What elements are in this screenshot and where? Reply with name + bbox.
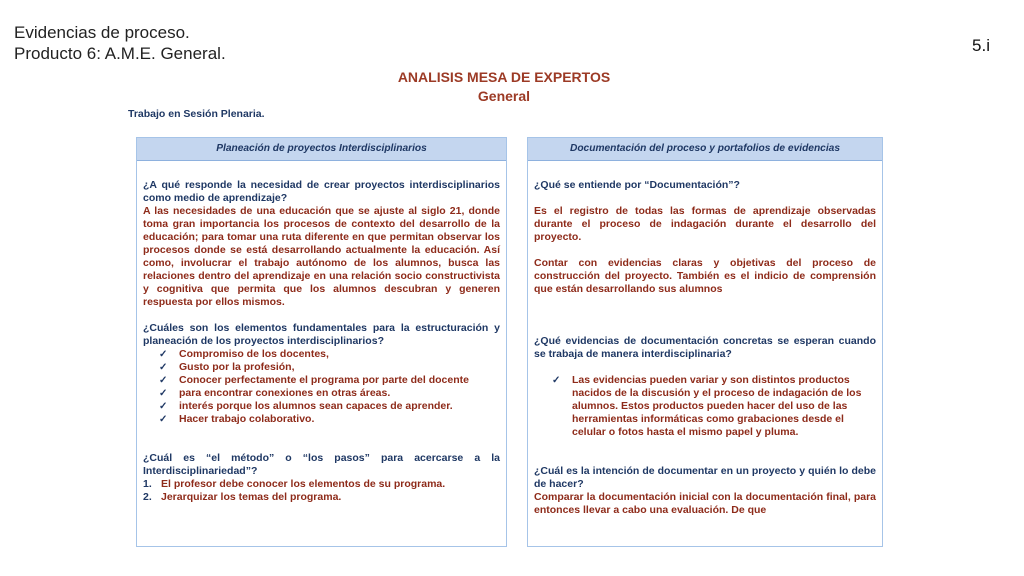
- list-item: 1. El profesor debe conocer los elementos de su programa.: [143, 478, 446, 490]
- right-question-2: ¿Qué evidencias de documentación concretas se esperan cuando se trabaja de manera interdisciplinaria?: [534, 335, 876, 360]
- left-question-2: ¿Cuáles son los elementos fundamentales para la estructuración y planeación de los proyectos interdisciplinarios?: [143, 322, 500, 347]
- list-item: ✓ Las evidencias pueden variar y son distintos productos nacidos de la discusión y el proceso de indagación de los alumnos. Estos productos pueden hacer del uso de las herramientas informáticas como grabaciones desde el celular o fotos hasta el mismo papel y pluma.: [552, 374, 862, 438]
- left-steps: [143, 478, 500, 504]
- right-panel: [527, 137, 883, 547]
- session-label: Trabajo en Sesión Plenaria.: [128, 108, 265, 120]
- right-panel-body: [528, 161, 882, 517]
- check-icon: ✓: [159, 349, 168, 360]
- right-answer-1b: Contar con evidencias claras y objetivas del proceso de construcción del proyecto. También es el indicio de comprensión que están desarrollando sus alumnos: [534, 257, 876, 295]
- document-subtitle: General: [477, 88, 531, 104]
- list-item: ✓ para encontrar conexiones en otras áreas.: [159, 387, 391, 399]
- list-item: ✓ Gusto por la profesión,: [159, 361, 295, 373]
- check-icon: ✓: [159, 401, 168, 412]
- check-icon: ✓: [159, 362, 168, 373]
- right-question-3: ¿Cuál es la intención de documentar en un proyecto y quién lo debe de hacer?: [534, 465, 876, 490]
- list-item: ✓ Conocer perfectamente el programa por parte del docente: [159, 374, 469, 386]
- document-heading: [300, 68, 708, 106]
- check-icon: ✓: [159, 414, 168, 425]
- left-panel-body: [137, 161, 506, 504]
- page-number: 5.i: [972, 36, 990, 55]
- slide-title: [14, 22, 226, 64]
- left-panel-header: Planeación de proyectos Interdisciplinarios: [137, 138, 506, 161]
- list-item: ✓ Hacer trabajo colaborativo.: [159, 413, 315, 425]
- check-icon: ✓: [159, 388, 168, 399]
- right-question-1: ¿Qué se entiende por “Documentación”?: [534, 179, 740, 191]
- left-question-3: ¿Cuál es “el método” o “los pasos” para acercarse a la Interdisciplinariedad”?: [143, 452, 500, 477]
- slide-title-line1: Evidencias de proceso.: [14, 23, 190, 42]
- document-title: ANALISIS MESA DE EXPERTOS: [397, 69, 611, 85]
- left-question-1: ¿A qué responde la necesidad de crear proyectos interdisciplinarios como medio de aprendizaje?: [143, 179, 500, 204]
- right-panel-header: Documentación del proceso y portafolios de evidencias: [528, 138, 882, 161]
- check-icon: ✓: [552, 375, 561, 386]
- right-checklist: [534, 374, 876, 439]
- slide-title-line2: Producto 6: A.M.E. General.: [14, 44, 226, 63]
- list-item: ✓ interés porque los alumnos sean capaces de aprender.: [159, 400, 453, 412]
- left-answer-1: A las necesidades de una educación que se ajuste al siglo 21, donde toma gran importancia los procesos de contexto del desarrollo de la educación; para tomar una ruta diferente en que permitan observar los procesos donde se está desarrollando actualmente la educación. Así como, involucrar el trabajo autónomo de los alumnos, busca las relaciones dentro del aprendizaje en una relación socio constructivista y cognitiva que permita que los alumnos descubran y generen respuesta por ellos mismos.: [143, 205, 500, 308]
- right-answer-3: Comparar la documentación inicial con la documentación final, para entonces llevar a cabo una evaluación. De que: [534, 491, 876, 516]
- list-item: 2. Jerarquizar los temas del programa.: [143, 491, 342, 503]
- check-icon: ✓: [159, 375, 168, 386]
- right-answer-1: Es el registro de todas las formas de aprendizaje observadas durante el proceso de indagación durante el desarrollo del proyecto.: [534, 205, 876, 243]
- left-checklist: [143, 348, 500, 426]
- left-panel: [136, 137, 507, 547]
- list-item: ✓ Compromiso de los docentes,: [159, 348, 329, 360]
